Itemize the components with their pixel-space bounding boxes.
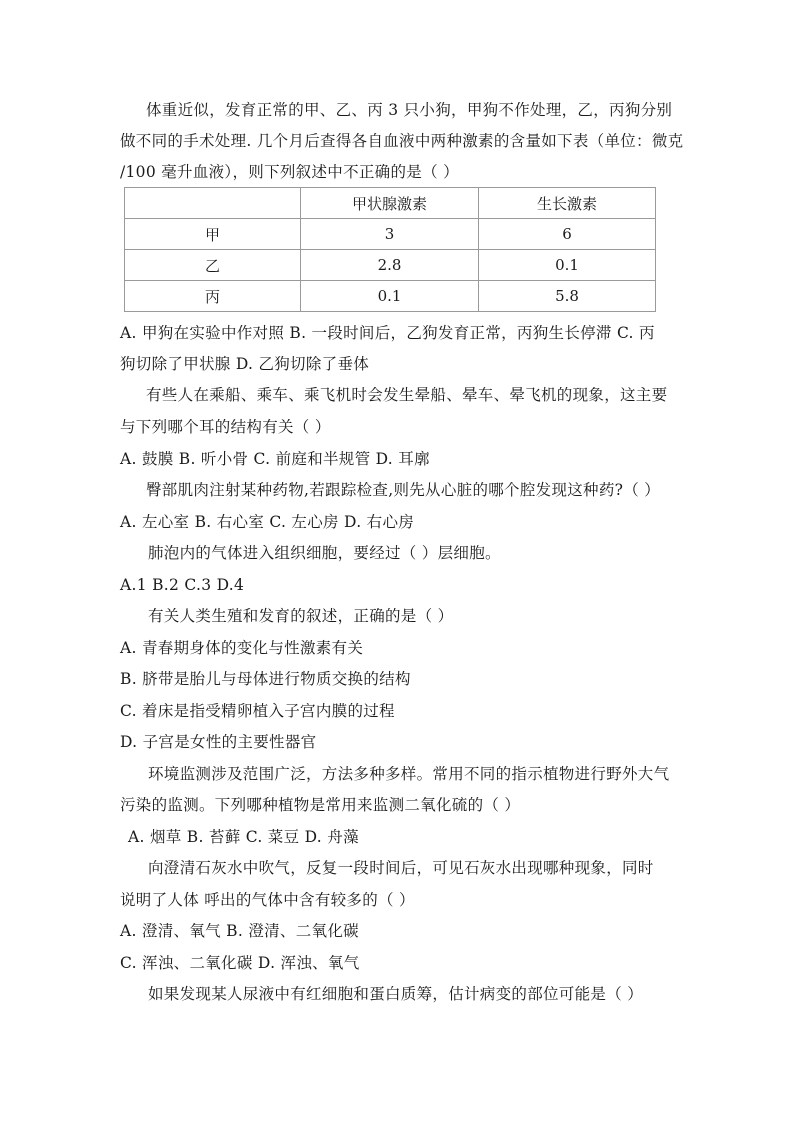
table-header-cell <box>125 188 301 219</box>
q2-stem-line-1: 有些人在乘船、乘车、乘飞机时会发生晕船、晕车、晕飞机的现象，这主要 <box>146 386 668 404</box>
q6-options: A. 烟草 B. 苔藓 C. 菜豆 D. 舟藻 <box>128 828 359 846</box>
table-row <box>125 219 656 250</box>
q3-options: A. 左心室 B. 右心室 C. 左心房 D. 右心房 <box>120 513 415 531</box>
q6-stem-line-2: 污染的监测。下列哪种植物是常用来监测二氧化硫的（ ） <box>120 796 521 814</box>
q7-stem-line-2: 说明了人体 呼出的气体中含有较多的（ ） <box>120 891 415 909</box>
q5-option-c: C. 着床是指受精卵植入子宫内膜的过程 <box>120 702 395 720</box>
hormone-table <box>124 187 656 312</box>
table-cell: 乙 <box>125 250 301 281</box>
q2-stem-line-2: 与下列哪个耳的结构有关（ ） <box>120 418 331 436</box>
q1-options-line-1: A. 甲狗在实验中作对照 B. 一段时间后，乙狗发育正常，丙狗生长停滞 C. 丙 <box>120 324 655 342</box>
q5-option-a: A. 青春期身体的变化与性激素有关 <box>120 639 364 657</box>
q1-stem-line-1: 体重近似，发育正常的甲、乙、丙 3 只小狗，甲狗不作处理，乙，丙狗分别 <box>146 101 673 119</box>
q1-stem-line-2: 做不同的手术处理. 几个月后查得各自血液中两种激素的含量如下表（单位：微克 <box>120 132 684 150</box>
q7-stem-line-1: 向澄清石灰水中吹气，反复一段时间后，可见石灰水出现哪种现象，同时 <box>148 859 654 877</box>
table-cell: 5.8 <box>479 281 656 312</box>
q5-option-b: B. 脐带是胎儿与母体进行物质交换的结构 <box>120 670 411 688</box>
table-header-cell: 甲状腺激素 <box>301 188 479 219</box>
table-row <box>125 250 656 281</box>
table-header-cell: 生长激素 <box>479 188 656 219</box>
q8-stem: 如果发现某人尿液中有红细胞和蛋白质筹，估计病变的部位可能是（ ） <box>148 985 644 1003</box>
q7-options-line-1: A. 澄清、氧气 B. 澄清、二氧化碳 <box>120 922 359 940</box>
table-cell: 0.1 <box>479 250 656 281</box>
q1-options-line-2: 狗切除了甲状腺 D. 乙狗切除了垂体 <box>120 355 370 373</box>
q7-options-line-2: C. 浑浊、二氧化碳 D. 浑浊、氧气 <box>120 954 360 972</box>
q3-stem: 臀部肌肉注射某种药物,若跟踪检查,则先从心脏的哪个腔发现这种药?（ ） <box>146 481 661 499</box>
q4-stem: 肺泡内的气体进入组织细胞，要经过（ ）层细胞。 <box>148 544 501 562</box>
table-header-row <box>125 188 656 219</box>
q6-stem-line-1: 环境监测涉及范围广泛，方法多种多样。常用不同的指示植物进行野外大气 <box>148 765 670 783</box>
table-cell: 丙 <box>125 281 301 312</box>
table-cell: 0.1 <box>301 281 479 312</box>
q2-options: A. 鼓膜 B. 听小骨 C. 前庭和半规管 D. 耳廓 <box>120 450 430 468</box>
q1-stem-line-3: /100 毫升血液），则下列叙述中不正确的是（ ） <box>120 163 459 181</box>
q5-stem: 有关人类生殖和发育的叙述，正确的是（ ） <box>148 607 454 625</box>
q5-option-d: D. 子宫是女性的主要性器官 <box>120 733 317 751</box>
table-cell: 2.8 <box>301 250 479 281</box>
table-cell: 甲 <box>125 219 301 250</box>
table-cell: 6 <box>479 219 656 250</box>
table-cell: 3 <box>301 219 479 250</box>
q4-options: A.1 B.2 C.3 D.4 <box>120 576 245 594</box>
table-row <box>125 281 656 312</box>
